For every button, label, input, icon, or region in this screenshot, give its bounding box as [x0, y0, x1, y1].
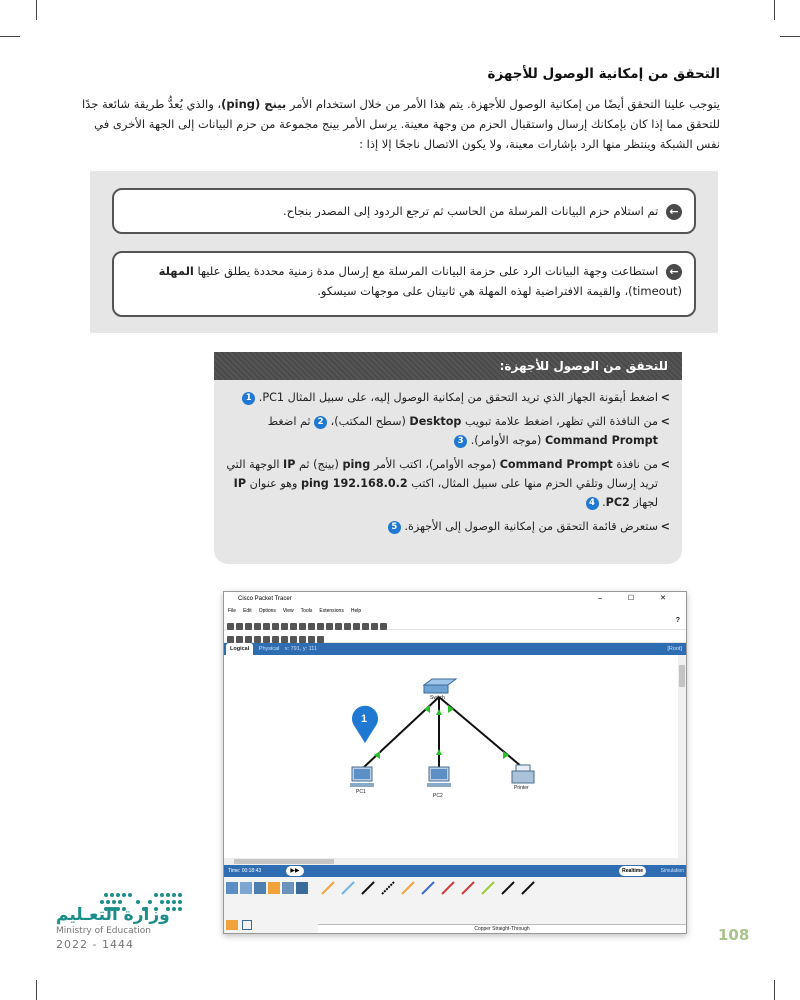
textbox-icon[interactable]	[371, 623, 378, 630]
crop-mark	[36, 980, 37, 1000]
tab-logical[interactable]: Logical	[226, 643, 253, 655]
step-item	[224, 412, 670, 450]
horizontal-scrollbar[interactable]	[224, 858, 686, 865]
menu-item[interactable]: View	[282, 608, 294, 614]
resize-icon[interactable]	[254, 636, 261, 643]
port-up-icon	[424, 705, 430, 713]
menu-item[interactable]: Extensions	[319, 608, 344, 614]
pc1-icon	[350, 767, 374, 787]
connections-icon[interactable]	[268, 882, 280, 894]
ministry-name-english: Ministry of Education	[56, 926, 151, 936]
rectangle-icon[interactable]	[281, 636, 288, 643]
step-text: وهو عنوان	[246, 477, 301, 490]
step-number-badge: 2	[314, 416, 327, 429]
image-icon[interactable]	[380, 623, 387, 630]
pdu-icon[interactable]	[308, 636, 315, 643]
device-category-bar	[226, 881, 314, 895]
desktop-term: Desktop	[409, 415, 462, 428]
copy-icon[interactable]	[290, 623, 297, 630]
cursor-coords: x: 791, y: 111	[284, 646, 318, 652]
end-devices-icon[interactable]	[240, 882, 252, 894]
drawing-palette-icon[interactable]	[353, 623, 360, 630]
pc2-label: PC2	[433, 793, 443, 799]
cable-cross-icon	[382, 882, 394, 894]
printer-label: Printer	[514, 785, 529, 791]
misc-icon[interactable]	[282, 882, 294, 894]
zoom-reset-icon[interactable]	[335, 623, 342, 630]
time-readout: Time: 00:18:43	[228, 868, 262, 874]
steps-list	[214, 380, 682, 536]
selected-cable-icon[interactable]	[226, 920, 238, 930]
ellipse-icon[interactable]	[290, 636, 297, 643]
app-title: Cisco Packet Tracer	[238, 596, 292, 602]
step-number-badge: 4	[586, 497, 599, 510]
command-prompt-term: Command Prompt	[544, 434, 658, 447]
root-label[interactable]: [Root]	[667, 646, 682, 652]
printer-icon	[512, 765, 534, 783]
scroll-thumb[interactable]	[234, 859, 334, 864]
cable-iot-icon	[502, 882, 514, 894]
switch-icon	[424, 679, 456, 693]
cable-straight-icon	[362, 882, 374, 894]
step-number-badge: 1	[242, 392, 255, 405]
device-palette	[224, 877, 686, 933]
port-up-icon	[436, 749, 442, 755]
info-icon[interactable]	[263, 623, 270, 630]
conditions-panel	[90, 171, 718, 333]
step-text: (سطح المكتب)،	[327, 415, 410, 428]
status-bar: Copper Straight-Through	[318, 924, 686, 933]
network-devices-icon[interactable]	[226, 882, 238, 894]
tools-toolbar	[224, 630, 686, 643]
ip-term: IP	[283, 458, 296, 471]
menu-bar	[224, 606, 686, 617]
freeform-icon[interactable]	[299, 636, 306, 643]
condition-box	[112, 188, 696, 234]
packet-tracer-screenshot	[223, 591, 687, 934]
arrow-left-icon: ←	[666, 204, 682, 220]
cable-icons	[318, 879, 618, 897]
timeout-term: المهلة	[158, 264, 194, 278]
components-icon[interactable]	[254, 882, 266, 894]
delete-icon[interactable]	[245, 636, 252, 643]
menu-item[interactable]: Options	[258, 608, 276, 614]
scroll-thumb[interactable]	[679, 665, 685, 687]
cable-coax-icon	[442, 882, 454, 894]
step-text: ستعرض قائمة التحقق من إمكانية الوصول إلى الأجهزة.	[404, 520, 658, 533]
step-text: من نافذة	[612, 458, 658, 471]
workspace-tabs	[224, 643, 686, 655]
arrow-left-icon: ←	[666, 264, 682, 280]
time-bar	[224, 865, 686, 877]
select-icon[interactable]	[227, 636, 234, 643]
page-number: 108	[718, 926, 750, 944]
cable-auto-icon	[322, 882, 334, 894]
menu-item[interactable]: Tools	[300, 608, 313, 614]
section-title: التحقق من إمكانية الوصول للأجهزة	[487, 66, 720, 82]
window-titlebar	[224, 592, 686, 606]
cable-serial-icon	[462, 882, 474, 894]
intro-text: ، والذي يُعدُّ طريقة شائعة جدًا للتحقق مما إذا كان بإمكانك إرسال واستقبال الحزم من وجهة معينة. يرسل الأمر بينج مجموعة من حزم البيانات إلى الجهة الأخرى في نفس الشبكة وينتظر منها الرد بإشارات معينة، ولا يكون الاتصال ناجحًا إلا إذا :	[81, 97, 720, 151]
step-item	[224, 388, 670, 407]
redo-icon[interactable]	[317, 623, 324, 630]
step-number-badge: 5	[388, 521, 401, 534]
line-icon[interactable]	[272, 636, 279, 643]
ping-term: ping	[342, 458, 371, 471]
step-text: من النافذة التي تظهر، اضغط علامة تبويب	[461, 415, 658, 428]
step-number-badge: 3	[454, 435, 467, 448]
step-text: (بينج) ثم	[295, 458, 343, 471]
ip-term: IP	[233, 477, 247, 490]
step-text: لجهاز	[629, 496, 658, 509]
pc1-label: PC1	[356, 789, 366, 795]
complex-pdu-icon[interactable]	[317, 636, 324, 643]
inspect-icon[interactable]	[236, 636, 243, 643]
undo-icon[interactable]	[308, 623, 315, 630]
condition-box	[112, 251, 696, 317]
menu-item[interactable]: File	[228, 608, 237, 614]
network-info-icon[interactable]	[281, 623, 288, 630]
step-text: اضغط أيقونة الجهاز الذي تريد التحقق من إمكانية الوصول إليه، على سبيل المثال PC1.	[258, 391, 658, 404]
simulation-mode-button[interactable]: Simulation	[660, 868, 684, 874]
ping-command: ping 192.168.0.2	[300, 477, 408, 490]
step-item	[224, 517, 670, 536]
menu-item[interactable]: Edit	[243, 608, 252, 614]
callout-number: 1	[361, 713, 368, 725]
play-controls-icon[interactable]: ▶▶	[286, 866, 304, 876]
cable-octal-icon	[482, 882, 494, 894]
ping-term: بينج (ping)	[221, 97, 287, 111]
pc2-term: PC2	[605, 496, 630, 509]
step-text: الوجهة التي تريد إرسال وتلقي الحزم منها على سبيل المثال، اكتب	[226, 458, 658, 490]
steps-header: للتحقق من الوصول للأجهزة:	[214, 352, 682, 380]
menu-item[interactable]: Help	[350, 608, 362, 614]
open-icon[interactable]	[236, 623, 243, 630]
wizard-icon[interactable]	[272, 623, 279, 630]
window-controls[interactable]: – ☐ ✕	[598, 595, 678, 602]
palette-subbar	[226, 917, 314, 929]
cable-fiber-icon	[402, 882, 414, 894]
step-text: (موجه الأوامر).	[470, 434, 545, 447]
crop-mark	[36, 0, 37, 20]
vertical-scrollbar[interactable]	[678, 655, 686, 858]
cable-list	[318, 879, 678, 897]
tab-physical[interactable]: Physical	[258, 646, 280, 652]
step-text: (موجه الأوامر)، اكتب الأمر	[370, 458, 500, 471]
condition-text: تم استلام حزم البيانات المرسلة من الحاسب ثم ترجع الردود إلى المصدر بنجاح.	[282, 204, 659, 218]
intro-text: يتوجب علينا التحقق أيضًا من إمكانية الوصول للأجهزة. يتم هذا الأمر من خلال استخدام الأمر	[286, 97, 720, 111]
steps-box	[214, 352, 682, 564]
multiuser-icon[interactable]	[296, 882, 308, 894]
crop-mark	[0, 36, 20, 37]
step-text: .	[602, 496, 606, 509]
cable-phone-icon	[422, 882, 434, 894]
zoom-out-icon[interactable]	[344, 623, 351, 630]
grid-icon[interactable]	[242, 920, 252, 930]
topology-diagram	[224, 655, 678, 858]
save-icon[interactable]	[245, 623, 252, 630]
zoom-in-icon[interactable]	[326, 623, 333, 630]
custom-device-icon[interactable]	[362, 623, 369, 630]
cable-console-icon	[342, 882, 354, 894]
pc2-icon	[427, 767, 451, 787]
logical-workspace[interactable]	[224, 655, 686, 858]
new-icon[interactable]	[227, 623, 234, 630]
command-prompt-term: Command Prompt	[499, 458, 613, 471]
year-label: 2022 - 1444	[56, 938, 134, 951]
paste-icon[interactable]	[299, 623, 306, 630]
condition-text: استطاعت وجهة البيانات الرد على حزمة البيانات المرسلة مع إرسال مدة زمنية محددة يطلق عليها	[193, 264, 659, 278]
print-icon[interactable]	[254, 623, 261, 630]
crop-mark	[774, 980, 775, 1000]
note-icon[interactable]	[263, 636, 270, 643]
help-icon[interactable]: ?	[675, 617, 680, 624]
main-toolbar	[224, 617, 686, 630]
port-up-icon	[436, 709, 442, 715]
realtime-mode-button[interactable]: Realtime	[619, 866, 646, 876]
crop-mark	[780, 36, 800, 37]
step-text: ثم اضغط	[267, 415, 315, 428]
crop-mark	[774, 0, 775, 20]
condition-text: (timeout)، والقيمة الافتراضية لهذه المهلة هي ثانيتان على موجهات سيسكو.	[317, 284, 682, 298]
ministry-name-arabic: وزارة التعـليم	[56, 905, 170, 925]
intro-paragraph	[80, 94, 720, 154]
cable-usb-icon	[522, 882, 534, 894]
step-item	[224, 455, 670, 512]
switch-label: Switch	[430, 695, 445, 701]
